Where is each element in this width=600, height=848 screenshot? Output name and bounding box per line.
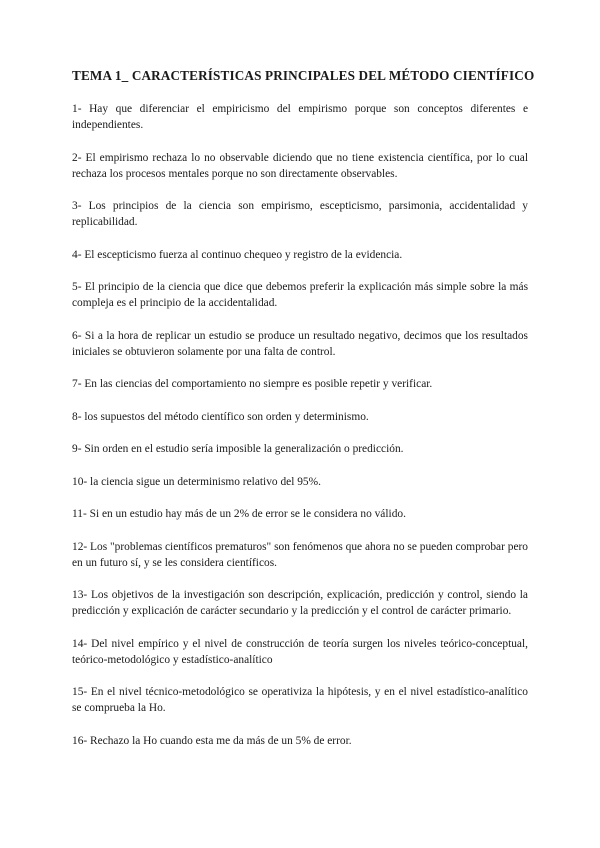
statement-item: 10- la ciencia sigue un determinismo relativo del 95%.: [72, 475, 321, 488]
statement-item: 2- El empirismo rechaza lo no observable diciendo que no tiene existencia científica, por lo cual rechaza los procesos mentales porque no son directamente observables.: [72, 151, 528, 180]
statement-item: 15- En el nivel técnico-metodológico se operativiza la hipótesis, y en el nivel estadístico-analítico se comprueba la Ho.: [72, 686, 528, 714]
statement-list: [72, 101, 528, 749]
document-title: TEMA 1_ CARACTERÍSTICAS PRINCIPALES DEL MÉTODO CIENTÍFICO: [72, 68, 535, 83]
statement-item: 9- Sin orden en el estudio sería imposible la generalización o predicción.: [72, 443, 404, 455]
statement-item: 7- En las ciencias del comportamiento no siempre es posible repetir y verificar.: [72, 378, 433, 390]
statement-item: 6- Si a la hora de replicar un estudio se produce un resultado negativo, decimos que los resultados iniciales se obtuvieron solamente por una falta de control.: [72, 329, 528, 358]
statement-item: 16- Rechazo la Ho cuando esta me da más de un 5% de error.: [72, 734, 352, 747]
statement-item: 12- Los "problemas científicos prematuros" son fenómenos que ahora no se pueden comprobar pero en un futuro sí, y se les considera científicos.: [72, 540, 528, 569]
statement-item: 4- El escepticismo fuerza al continuo chequeo y registro de la evidencia.: [72, 248, 403, 261]
statement-item: 11- Si en un estudio hay más de un 2% de error se le considera no válido.: [72, 508, 406, 520]
statement-item: 3- Los principios de la ciencia son empirismo, escepticismo, parsimonia, accidentalidad y replicabilidad.: [72, 200, 528, 228]
statement-item: 1- Hay que diferenciar el empiricismo del empirismo porque son conceptos diferentes e independientes.: [72, 103, 528, 131]
statement-item: 13- Los objetivos de la investigación son descripción, explicación, predicción y control, siendo la predicción y explicación de carácter secundario y la predicción y el control de carácter primario.: [72, 589, 528, 617]
statement-item: 14- Del nivel empírico y el nivel de construcción de teoría surgen los niveles teórico-conceptual, teórico-metodológico y estadístico-analítico: [72, 637, 528, 666]
statement-item: 5- El principio de la ciencia que dice que debemos preferir la explicación más simple sobre la más compleja es el principio de la accidentalidad.: [72, 281, 528, 309]
statement-item: 8- los supuestos del método científico son orden y determinismo.: [72, 410, 369, 423]
